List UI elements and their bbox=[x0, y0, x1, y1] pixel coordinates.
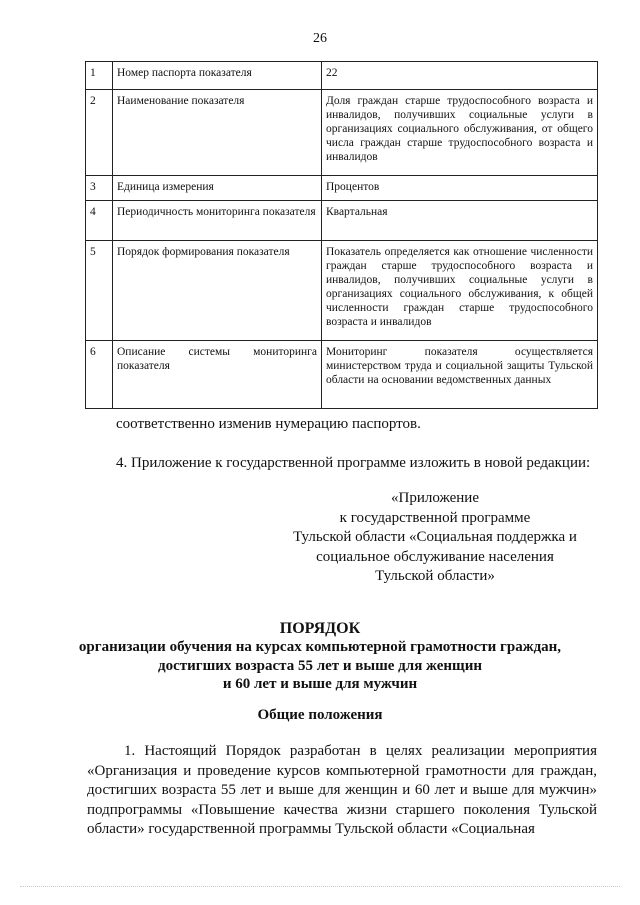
row-label: Описание системы мониторинга показателя bbox=[113, 341, 322, 409]
page-number: 26 bbox=[313, 31, 327, 46]
document-subtitle bbox=[60, 638, 580, 694]
row-value: Мониторинг показателя осуществляется министерством труда и социальной защиты Тульской области на основании ведомственных данных bbox=[322, 341, 598, 409]
row-label: Порядок формирования показателя bbox=[113, 241, 322, 341]
indicator-passport-table bbox=[85, 61, 598, 409]
continuation-text: соответственно изменив нумерацию паспортов. bbox=[116, 416, 421, 432]
table-row bbox=[86, 90, 598, 176]
row-label: Периодичность мониторинга показателя bbox=[113, 201, 322, 241]
appendix-line: к государственной программе bbox=[339, 509, 531, 526]
paragraph-1: 1. Настоящий Порядок разработан в целях реализации мероприятия «Организация и проведение курсов компьютерной грамотности для граждан, достигших возраста 55 лет и выше для женщин и 60 лет и выше для мужчин» подпрограммы «Повышение качества жизни старшего поколения Тульской области» государственной программы Тульской области «Социальная bbox=[87, 743, 597, 837]
row-value: Процентов bbox=[322, 176, 598, 201]
scan-artifact-line bbox=[20, 886, 620, 888]
row-label: Единица измерения bbox=[113, 176, 322, 201]
row-value: Показатель определяется как отношение численности граждан старше трудоспособного возраста и инвалидов, получивших социальные услуги в организациях социального обслуживания, к общей численности граждан старше трудоспособного возраста и инвалидов bbox=[322, 241, 598, 341]
row-value: Квартальная bbox=[322, 201, 598, 241]
document-title: ПОРЯДОК bbox=[279, 620, 361, 637]
appendix-header bbox=[270, 489, 600, 587]
row-number: 1 bbox=[86, 62, 113, 90]
row-label: Наименование показателя bbox=[113, 90, 322, 176]
row-value: Доля граждан старше трудоспособного возраста и инвалидов, получивших социальные услуги в организациях социального обслуживания, от общего числа граждан старше трудоспособного возраста и инвалидов bbox=[322, 90, 598, 176]
row-number: 2 bbox=[86, 90, 113, 176]
appendix-line: Тульской области «Социальная поддержка и bbox=[293, 529, 577, 545]
appendix-line: Тульской области» bbox=[375, 568, 495, 584]
section-title: Общие положения bbox=[257, 707, 383, 723]
table-row bbox=[86, 62, 598, 90]
row-number: 3 bbox=[86, 176, 113, 201]
appendix-line: социальное обслуживание населения bbox=[316, 548, 554, 565]
row-number: 5 bbox=[86, 241, 113, 341]
item-4-text: 4. Приложение к государственной программе изложить в новой редакции: bbox=[116, 455, 591, 471]
table-row bbox=[86, 201, 598, 241]
appendix-line: «Приложение bbox=[390, 490, 479, 506]
row-number: 4 bbox=[86, 201, 113, 241]
row-value: 22 bbox=[322, 62, 598, 90]
table-row bbox=[86, 241, 598, 341]
table-row bbox=[86, 341, 598, 409]
subtitle-line: достигших возраста 55 лет и выше для женщин bbox=[158, 657, 482, 674]
subtitle-line: и 60 лет и выше для мужчин bbox=[222, 676, 418, 692]
subtitle-line: организации обучения на курсах компьютерной грамотности граждан, bbox=[78, 639, 562, 655]
row-number: 6 bbox=[86, 341, 113, 409]
table-row bbox=[86, 176, 598, 201]
row-label: Номер паспорта показателя bbox=[113, 62, 322, 90]
